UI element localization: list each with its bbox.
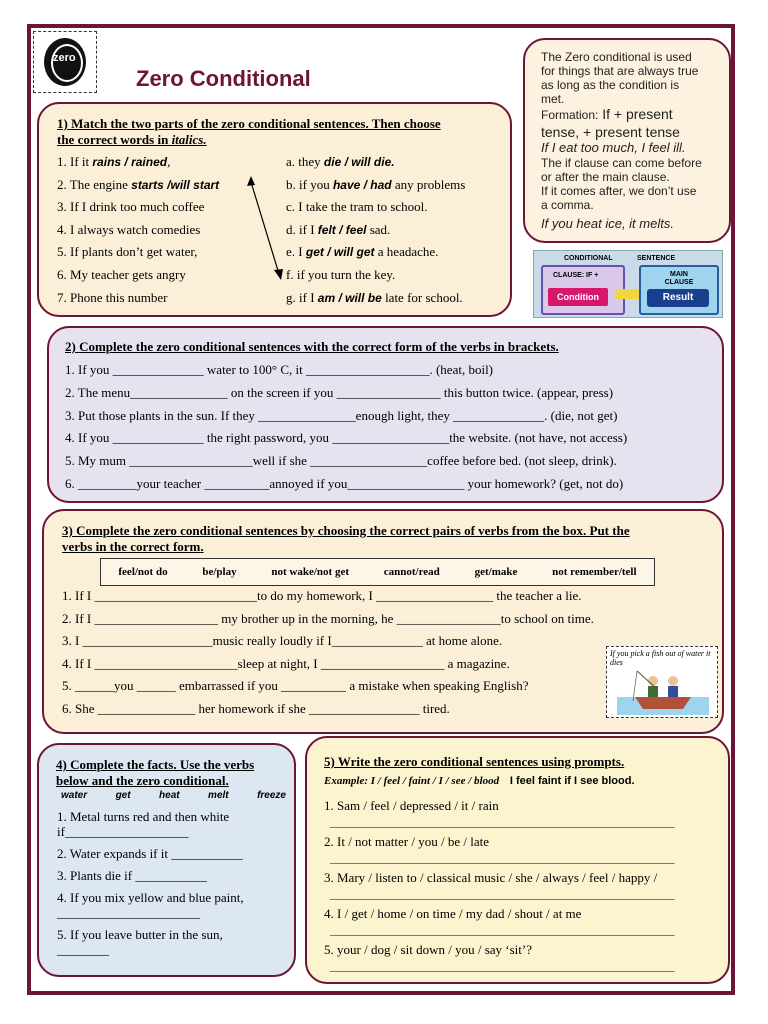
ex2-item: 1. If you ______________ water to 100° C, it ___________________. (heat, boil) [65, 362, 494, 377]
ex5-items [324, 796, 724, 978]
main-clause-panel [639, 265, 719, 315]
zero-logo [33, 31, 97, 93]
ex1-heading-line: 1) Match the two parts of the zero conditional sentences. Then choose [57, 116, 441, 131]
match-text: a. they [286, 154, 324, 169]
logo-disc [44, 38, 86, 86]
ex3-item: 2. If I ___________________ my brother up in the morning, he ________________to school on time. [62, 610, 594, 626]
match-text-end: any problems [391, 176, 466, 192]
ex2-item: 3. Put those plants in the sun. If they _______________enough light, they ______________. (die, not get) [65, 407, 618, 423]
match-item [286, 154, 511, 177]
diagram-heading: CONDITIONAL [564, 255, 613, 262]
ex4-heading-line: below and the zero conditional. [56, 773, 229, 788]
match-text: 3. If I drink too much coffee [57, 199, 205, 215]
match-text: e. I [286, 244, 306, 260]
info-line: as long as the condition is [541, 78, 680, 92]
match-choice: get / will get [305, 245, 375, 260]
exercise-5 [305, 736, 730, 984]
match-text: 1. If it [57, 154, 93, 169]
ex4-verb-list [61, 790, 286, 801]
formation-label: Formation: [541, 108, 599, 122]
ex4-item: 3. Plants die if ___________ [57, 868, 207, 883]
ex5-heading: 5) Write the zero conditional sentences using prompts. [324, 754, 625, 769]
info-line: The Zero conditional is used [541, 50, 692, 64]
condition-label: Condition [548, 288, 608, 306]
example-prompt: Example: I / feel / faint / I / see / blood [324, 775, 500, 787]
match-text: 6. My teacher gets angry [57, 266, 186, 282]
info-line: a comma. [541, 198, 594, 212]
match-item [286, 199, 511, 222]
match-item [286, 267, 511, 290]
ex2-heading: 2) Complete the zero conditional sentences with the correct form of the verbs in brackets. [65, 339, 559, 354]
ex3-heading-text: verbs in the correct form [62, 539, 201, 554]
exercise-1 [37, 102, 512, 317]
info-line: or after the main clause. [541, 170, 670, 184]
match-text-end: , [167, 154, 171, 169]
word-pair: not wake/not get [271, 566, 349, 578]
ex5-prompt: 1. Sam / feel / depressed / it / rain [324, 798, 499, 813]
ex4-items [57, 809, 292, 957]
ex2-items [65, 362, 720, 499]
ex4-item: 5. If you leave butter in the sun, [57, 927, 223, 942]
match-text-end: sad. [366, 221, 391, 237]
verb-option: get [115, 790, 131, 801]
info-text [541, 50, 731, 234]
boat-icon [617, 667, 709, 715]
ex4-heading-line: 4) Complete the facts. Use the verbs [56, 757, 255, 772]
match-text: 4. I always watch comedies [57, 221, 201, 237]
verb-option: water [61, 790, 88, 801]
info-line: for things that are always true [541, 64, 699, 78]
info-box [523, 38, 731, 243]
ex1-heading [57, 116, 507, 148]
match-item [57, 290, 277, 313]
verb-option: freeze [257, 790, 286, 801]
ex3-word-box [100, 558, 655, 586]
if-clause-label: CLAUSE: IF + [553, 272, 599, 279]
ex4-item: ________ [57, 942, 109, 957]
formation-line [541, 106, 731, 124]
match-text: c. I take the tram to school. [286, 199, 428, 215]
ex5-answer-line: _____________________________________________________ [330, 886, 675, 901]
ex4-item: 4. If you mix yellow and blue paint, [57, 890, 244, 905]
word-pair: be/play [202, 566, 237, 578]
match-text-end: late for school. [381, 289, 463, 305]
match-text: 7. Phone this number [57, 289, 168, 305]
info-line: met. [541, 92, 565, 106]
match-text: 2. The engine [57, 176, 132, 192]
ex4-item: if___________________ [57, 824, 189, 839]
ex4-item: ______________________ [57, 905, 200, 920]
ex5-answer-line: _____________________________________________________ [330, 922, 675, 937]
diagram-heading: SENTENCE [637, 255, 676, 262]
word-pair: feel/not do [118, 566, 168, 578]
ex5-answer-line: _____________________________________________________ [330, 850, 675, 865]
match-choice: felt / feel [317, 222, 367, 237]
ex3-items [62, 588, 632, 724]
fishing-picture [606, 646, 718, 718]
word-pair: not remember/tell [552, 566, 637, 578]
if-clause-panel [541, 265, 625, 315]
info-example: If I eat too much, I feel ill. [541, 140, 686, 155]
formation-rule: If + present [602, 106, 673, 122]
page-title: Zero Conditional [136, 66, 311, 91]
logo-text: zero [53, 52, 76, 64]
match-item [286, 222, 511, 245]
ex1-heading-text: the correct words in [57, 132, 169, 147]
ex2-item: 5. My mum ___________________well if she __________________coffee before bed. (not sleep, drink). [65, 453, 617, 469]
ex3-heading [62, 523, 717, 555]
example-answer: I feel faint if I see blood. [509, 775, 635, 787]
result-label: Result [647, 289, 709, 307]
match-item [286, 290, 511, 313]
match-text: f. if you turn the key. [286, 266, 396, 282]
ex5-answer-line: _____________________________________________________ [330, 814, 675, 829]
ex5-answer-line: _____________________________________________________ [330, 958, 675, 973]
match-item [286, 177, 511, 200]
exercise-2 [47, 326, 724, 503]
ex5-prompt: 3. Mary / listen to / classical music / she / always / feel / happy / [324, 870, 658, 885]
match-text: b. if you [286, 176, 333, 192]
picture-caption: If you pick a fish out of water it dies [610, 649, 711, 667]
ex5-prompt: 4. I / get / home / on time / my dad / shout / at me [324, 906, 582, 921]
ex4-item: 2. Water expands if it ___________ [57, 846, 243, 861]
info-line: If it comes after, we don’t use [541, 184, 697, 198]
conditional-diagram [533, 250, 723, 318]
match-item [286, 244, 511, 267]
match-choice: have / had [332, 177, 392, 192]
ex5-example [324, 775, 724, 787]
ex3-item: 4. If I ______________________sleep at night, I ___________________ a magazine. [62, 655, 510, 671]
match-text: g. if I [286, 289, 318, 305]
ex4-heading [56, 757, 291, 789]
ex4-item: 1. Metal turns red and then white [57, 809, 230, 824]
match-text: d. if I [286, 221, 318, 237]
info-example: If you heat ice, it melts. [541, 216, 674, 231]
ex3-item: 1. If I _________________________to do my homework, I __________________ the teacher a lie. [62, 588, 582, 603]
clause-label: CLAUSE [664, 279, 694, 286]
ex3-item: 6. She _______________ her homework if she _________________ tired. [62, 700, 450, 716]
ex2-item: 6. _________your teacher __________annoyed if you__________________ your homework? (get, not do) [65, 475, 624, 491]
word-pair: get/make [474, 566, 518, 578]
verb-option: heat [159, 790, 180, 801]
info-line: The if clause can come before [541, 156, 702, 170]
ex3-heading-line [62, 539, 717, 555]
main-clause-label [641, 271, 717, 287]
verb-option: melt [208, 790, 229, 801]
ex1-right-column [286, 154, 511, 312]
match-text: 5. If plants don’t get water, [57, 244, 198, 260]
exercise-4 [37, 743, 296, 977]
match-choice: rains / rained [92, 155, 168, 169]
ex2-item: 2. The menu_______________ on the screen if you ________________ this button twice. (appear, press) [65, 384, 614, 400]
ex5-prompt: 5. your / dog / sit down / you / say ‘sit’? [324, 942, 532, 957]
info-line: tense, + present tense [541, 124, 680, 140]
ex3-item: 5. ______you ______ embarrassed if you __________ a mistake when speaking English? [62, 678, 529, 694]
match-choice: starts /will start [131, 177, 220, 192]
match-arrow-icon [239, 174, 289, 284]
ex1-heading-italic: italics. [171, 132, 207, 147]
match-choice: am / will be [317, 290, 382, 305]
match-choice: die / will die. [323, 155, 395, 169]
ex3-item: 3. I ____________________music really loudly if I______________ at home alone. [62, 633, 503, 649]
ex2-item: 4. If you ______________ the right password, you __________________the website. (not have, not access) [65, 430, 628, 446]
exercise-3 [42, 509, 724, 734]
ex5-prompt: 2. It / not matter / you / be / late [324, 834, 489, 849]
main-label: MAIN [670, 271, 688, 278]
ex3-heading-end: . [200, 539, 204, 554]
match-text-end: a headache. [374, 244, 439, 260]
ex1-heading-line [57, 132, 507, 148]
ex3-heading-line: 3) Complete the zero conditional sentences by choosing the correct pairs of verbs from the box. Put the [62, 523, 630, 538]
word-pair: cannot/read [383, 566, 440, 578]
